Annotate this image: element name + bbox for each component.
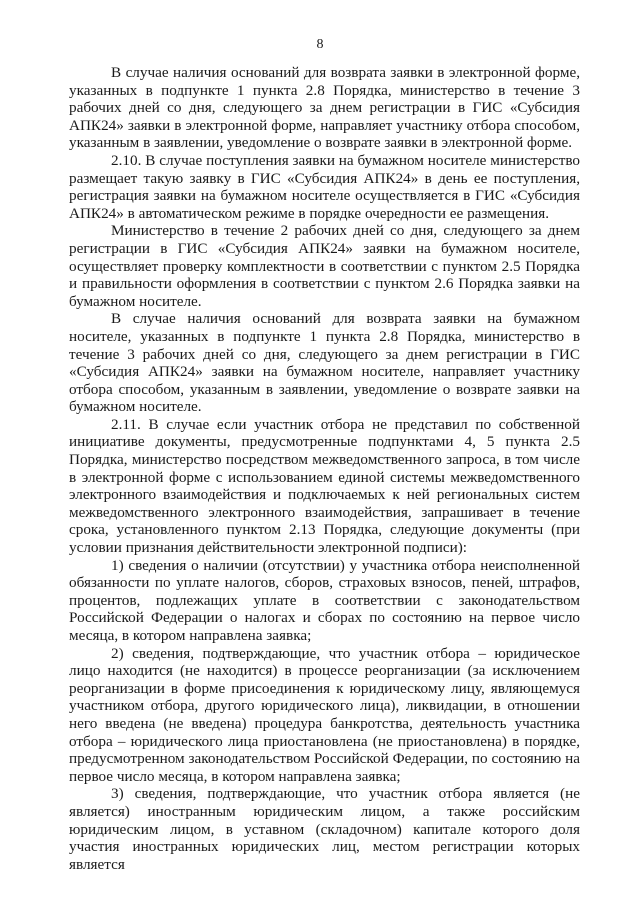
page-number: 8: [316, 37, 324, 52]
paragraph-ministry-check: Министерство в течение 2 рабочих дней со дня, следующего за днем регистрации в ГИС «Субсидия АПК24» заявки на бумажном носителе, осуществляет проверку комплектности в соответствии с пунктом 2.5 Порядка и правильности оформления в соответствии с пунктом 2.6 Порядка заявки на бумажном носителе.: [69, 222, 580, 310]
paragraph-2-10: 2.10. В случае поступления заявки на бумажном носителе министерство размещает такую заявку в ГИС «Субсидия АПК24» в день ее поступления, регистрация заявки на бумажном носителе осуществляется в ГИС «Субсидия АПК24» в автоматическом режиме в порядке очередности ее размещения.: [69, 151, 580, 222]
document-body: [69, 64, 580, 873]
paragraph-return-paper: В случае наличия оснований для возврата заявки на бумажном носителе, указанных в подпункте 1 пункта 2.8 Порядка, министерство в течение 3 рабочих дней со дня, следующего за днем регистрации в ГИС «Субсидия АПК24» заявки на бумажном носителе, направляет участнику отбора способом, указанным в заявлении, уведомление о возврате заявки на бумажном носителе.: [69, 310, 580, 416]
paragraph-return-electronic: В случае наличия оснований для возврата заявки в электронной форме, указанных в подпункте 1 пункта 2.8 Порядка, министерство в течение 3 рабочих дней со дня, следующего за днем регистрации в ГИС «Субсидия АПК24» заявки в электронной форме, направляет участнику отбора способом, указанным в заявлении, уведомление о возврате заявки в электронной форме.: [69, 64, 580, 152]
paragraph-2-11: 2.11. В случае если участник отбора не представил по собственной инициативе документы, предусмотренные подпунктами 4, 5 пункта 2.5 Порядка, министерство посредством межведомственного запроса, в том числе в электронной форме с использованием единой системы межведомственного электронного взаимодействия и подключаемых к ней региональных систем межведомственного электронного взаимодействия, запрашивает в течение срока, установленного пунктом 2.13 Порядка, следующие документы (при условии признания действительности электронной подписи):: [69, 415, 580, 557]
list-item-1: 1) сведения о наличии (отсутствии) у участника отбора неисполненной обязанности по уплате налогов, сборов, страховых взносов, пеней, штрафов, процентов, подлежащих уплате в соответствии с законодательством Российской Федерации о налогах и сборах по состоянию на первое число месяца, в котором направлена заявка;: [69, 556, 580, 644]
list-item-3: 3) сведения, подтверждающие, что участник отбора является (не является) иностранным юридическим лицом, а также российским юридическим лицом, в уставном (складочном) капитале которого доля участия иностранных юридических лиц, местом регистрации которых является: [69, 785, 580, 873]
list-item-2: 2) сведения, подтверждающие, что участник отбора – юридическое лицо находится (не находится) в процессе реорганизации (за исключением реорганизации в форме присоединения к юридическому лицу, являющемуся участником отбора, другого юридического лица), ликвидации, в отношении него введена (не введена) процедура банкротства, деятельность участника отбора – юридического лица приостановлена (не приостановлена) в порядке, предусмотренном законодательством Российской Федерации, по состоянию на первое число месяца, в котором направлена заявка;: [69, 644, 580, 785]
